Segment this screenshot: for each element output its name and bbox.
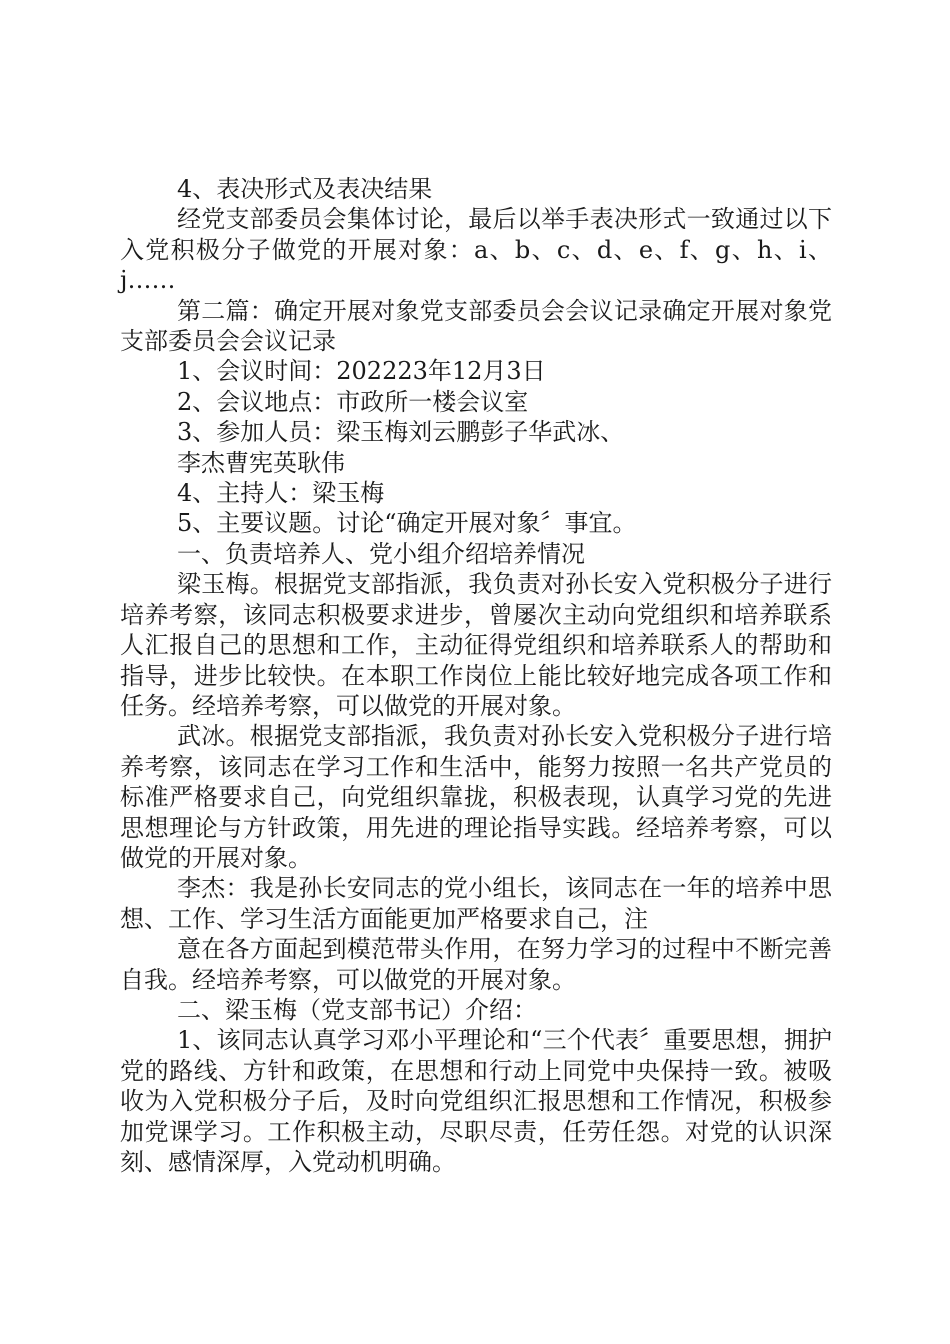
paragraph-main-topic: 5、主要议题。讨论“确定开展对象〞事宜。 [177,509,637,538]
paragraph-meeting-place: 2、会议地点：市政所一楼会议室 [177,387,529,416]
paragraph-host: 4、主持人：梁玉梅 [177,479,385,508]
paragraph-vote-result: 经党支部委员会集体讨论，最后以举手表决形式一致通过以下入党积极分子做党的开展对象：a、b、c、d、e、f、g、h、i、j…… [120,205,832,295]
paragraph-liang-yumei: 梁玉梅。根据党支部指派，我负责对孙长安入党积极分子进行培养考察，该同志积极要求进步，曾屡次主动向党组织和培养联系人汇报自己的思想和工作，主动征得党组织和培养联系人的帮助和指导，进步比较快。在本职工作岗位上能比较好地完成各项工作和任务。经培养考察，可以做党的开展对象。 [120,570,832,720]
paragraph-section-two-heading: 二、梁玉梅（党支部书记）介绍： [177,995,537,1024]
paragraph-section-two-title: 第二篇：确定开展对象党支部委员会会议记录确定开展对象党支部委员会会议记录 [120,296,832,356]
document-body [120,174,832,1177]
paragraph-meeting-time: 1、会议时间：202223年12月3日 [177,357,546,386]
paragraph-li-jie: 李杰：我是孙长安同志的党小组长，该同志在一年的培养中思想、工作、学习生活方面能更加严格要求自己，注 [120,874,832,933]
paragraph-attendees-cont: 李杰曹宪英耿伟 [177,448,345,477]
paragraph-secretary-point-one: 1、该同志认真学习邓小平理论和“三个代表〞重要思想，拥护党的路线、方针和政策，在思想和行动上同党中央保持一致。被吸收为入党积极分子后，及时向党组织汇报思想和工作情况，积极参加党课学习。工作积极主动，尽职尽责，任劳任怨。对党的认识深刻、感情深厚，入党动机明确。 [120,1026,832,1176]
paragraph-attendees: 3、参加人员：梁玉梅刘云鹏彭子华武冰、 [177,418,625,447]
paragraph-section-one-heading: 一、负责培养人、党小组介绍培养情况 [177,539,585,568]
paragraph-wu-bing: 武冰。根据党支部指派，我负责对孙长安入党积极分子进行培养考察，该同志在学习工作和生活中，能努力按照一名共产党员的标准严格要求自己，向党组织靠拢，积极表现，认真学习党的先进思想理论与方针政策，用先进的理论指导实践。经培养考察，可以做党的开展对象。 [120,722,832,872]
paragraph-vote-heading: 4、表决形式及表决结果 [177,175,433,203]
paragraph-li-jie-cont: 意在各方面起到模范带头作用，在努力学习的过程中不断完善自我。经培养考察，可以做党的开展对象。 [120,935,832,994]
